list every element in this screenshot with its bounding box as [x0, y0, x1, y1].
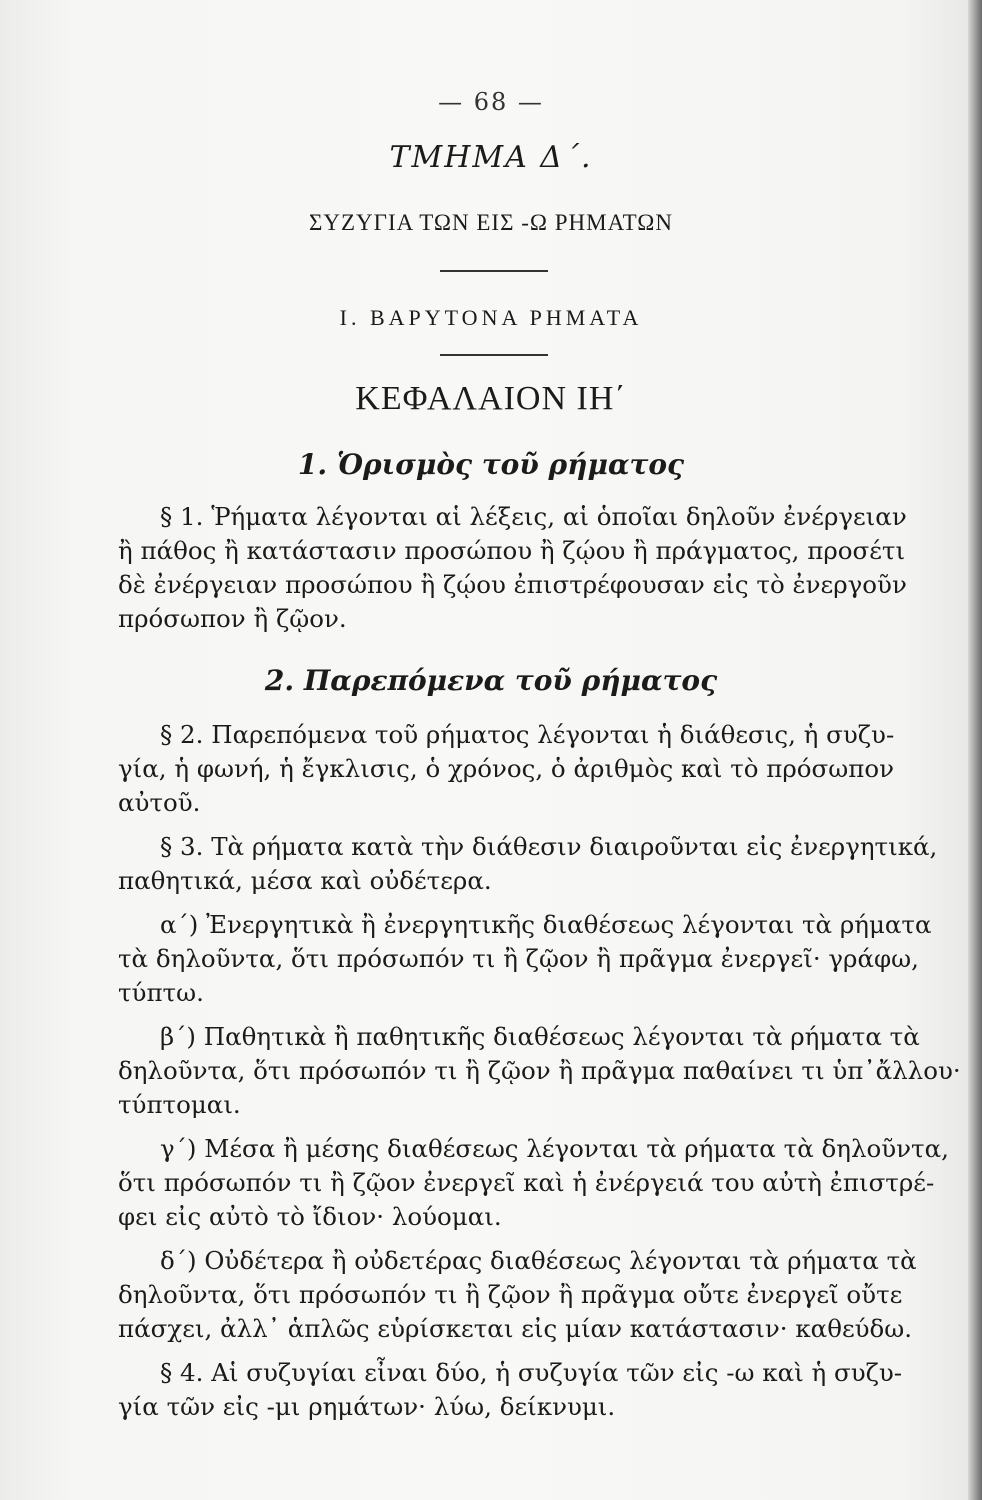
paragraph-passive	[118, 1020, 961, 1122]
heading-definition: 1. Ὁρισμὸς τοῦ ρήματος	[297, 448, 685, 481]
divider-rule	[440, 270, 548, 272]
text-line: γ΄) Μέσα ἢ μέσης διαθέσεως λέγονται τὰ ρήματα τὰ δηλοῦντα,	[160, 1134, 949, 1163]
text-line: φει εἰς αὐτὸ τὸ ἴδιον· λούομαι.	[118, 1202, 502, 1231]
text-line: πρόσωπον ἢ ζῷον.	[118, 604, 347, 633]
section-title: ΤΜΗΜΑ Δ΄.	[389, 140, 593, 175]
text-line: α΄) Ἐνεργητικὰ ἢ ἐνεργητικῆς διαθέσεως λέγονται τὰ ρήματα	[160, 910, 932, 939]
text-line: τὰ δηλοῦντα, ὅτι πρόσωπόν τι ἢ ζῷον ἢ πρᾶγμα ἐνεργεῖ· γράφω,	[118, 944, 919, 973]
text-line: δηλοῦντα, ὅτι πρόσωπόν τι ἢ ζῷον ἢ πρᾶγμα οὔτε ἐνεργεῖ οὔτε	[118, 1280, 903, 1309]
section-subtitle: ΣΥΖΥΓΙΑ ΤΩΝ ΕΙΣ -Ω ΡΗΜΑΤΩΝ	[309, 210, 673, 235]
text-line: § 2. Παρεπόμενα τοῦ ρήματος λέγονται ἡ διάθεσις, ἡ συζυ-	[160, 720, 895, 749]
text-line: δηλοῦντα, ὅτι πρόσωπόν τι ἢ ζῷον ἢ πρᾶγμα παθαίνει τι ὑπ᾿ἄλλου·	[118, 1056, 961, 1085]
paragraph-4	[118, 1356, 903, 1424]
text-line: β΄) Παθητικὰ ἢ παθητικῆς διαθέσεως λέγονται τὰ ρήματα τὰ	[160, 1022, 920, 1051]
paragraph-1	[118, 500, 907, 636]
heading-attributes: 2. Παρεπόμενα τοῦ ρήματος	[264, 664, 718, 697]
text-line: δ΄) Οὐδέτερα ἢ οὐδετέρας διαθέσεως λέγονται τὰ ρήματα τὰ	[160, 1246, 917, 1275]
text-line: ὅτι πρόσωπόν τι ἢ ζῷον ἐνεργεῖ καὶ ἡ ἐνέργειά του αὐτὴ ἐπιστρέ-	[118, 1168, 935, 1197]
text-line: § 1. Ῥήματα λέγονται αἱ λέξεις, αἱ ὁποῖαι δηλοῦν ἐνέργειαν	[160, 502, 907, 531]
body-text	[118, 718, 961, 1434]
text-line: γία, ἡ φωνή, ἡ ἔγκλισις, ὁ χρόνος, ὁ ἀριθμὸς καὶ τὸ πρόσωπον	[118, 754, 894, 783]
text-line: αὐτοῦ.	[118, 788, 201, 817]
paragraph-3	[118, 830, 938, 898]
paragraph-middle	[118, 1132, 949, 1234]
text-line: § 3. Τὰ ρήματα κατὰ τὴν διάθεσιν διαιροῦνται εἰς ἐνεργητικά,	[160, 832, 938, 861]
text-line: ἢ πάθος ἢ κατάστασιν προσώπου ἢ ζῴου ἢ πράγματος, προσέτι	[118, 536, 906, 565]
text-line: παθητικά, μέσα καὶ οὐδέτερα.	[118, 866, 492, 895]
text-line: πάσχει, ἀλλ᾿ ἁπλῶς εὑρίσκεται εἰς μίαν κατάστασιν· καθεύδω.	[118, 1314, 913, 1343]
part-title: Ι. ΒΑΡΥΤΟΝΑ ΡΗΜΑΤΑ	[339, 305, 643, 330]
chapter-title: ΚΕΦΑΛΑΙΟΝ ΙΗ΄	[355, 380, 627, 417]
paragraph-2	[118, 718, 895, 820]
text-line: τύπτω.	[118, 978, 204, 1007]
paragraph-neuter	[118, 1244, 917, 1346]
paragraph-active	[118, 908, 932, 1010]
text-line: δὲ ἐνέργειαν προσώπου ἢ ζῴου ἐπιστρέφουσαν εἰς τὸ ἐνεργοῦν	[118, 570, 907, 599]
page-number: — 68 —	[438, 88, 544, 116]
divider-rule	[440, 354, 548, 356]
text-line: § 4. Αἱ συζυγίαι εἶναι δύο, ἡ συζυγία τῶν εἰς -ω καὶ ἡ συζυ-	[160, 1358, 903, 1387]
text-line: γία τῶν εἰς -μι ρημάτων· λύω, δείκνυμι.	[118, 1392, 616, 1421]
text-line: τύπτομαι.	[118, 1090, 241, 1119]
